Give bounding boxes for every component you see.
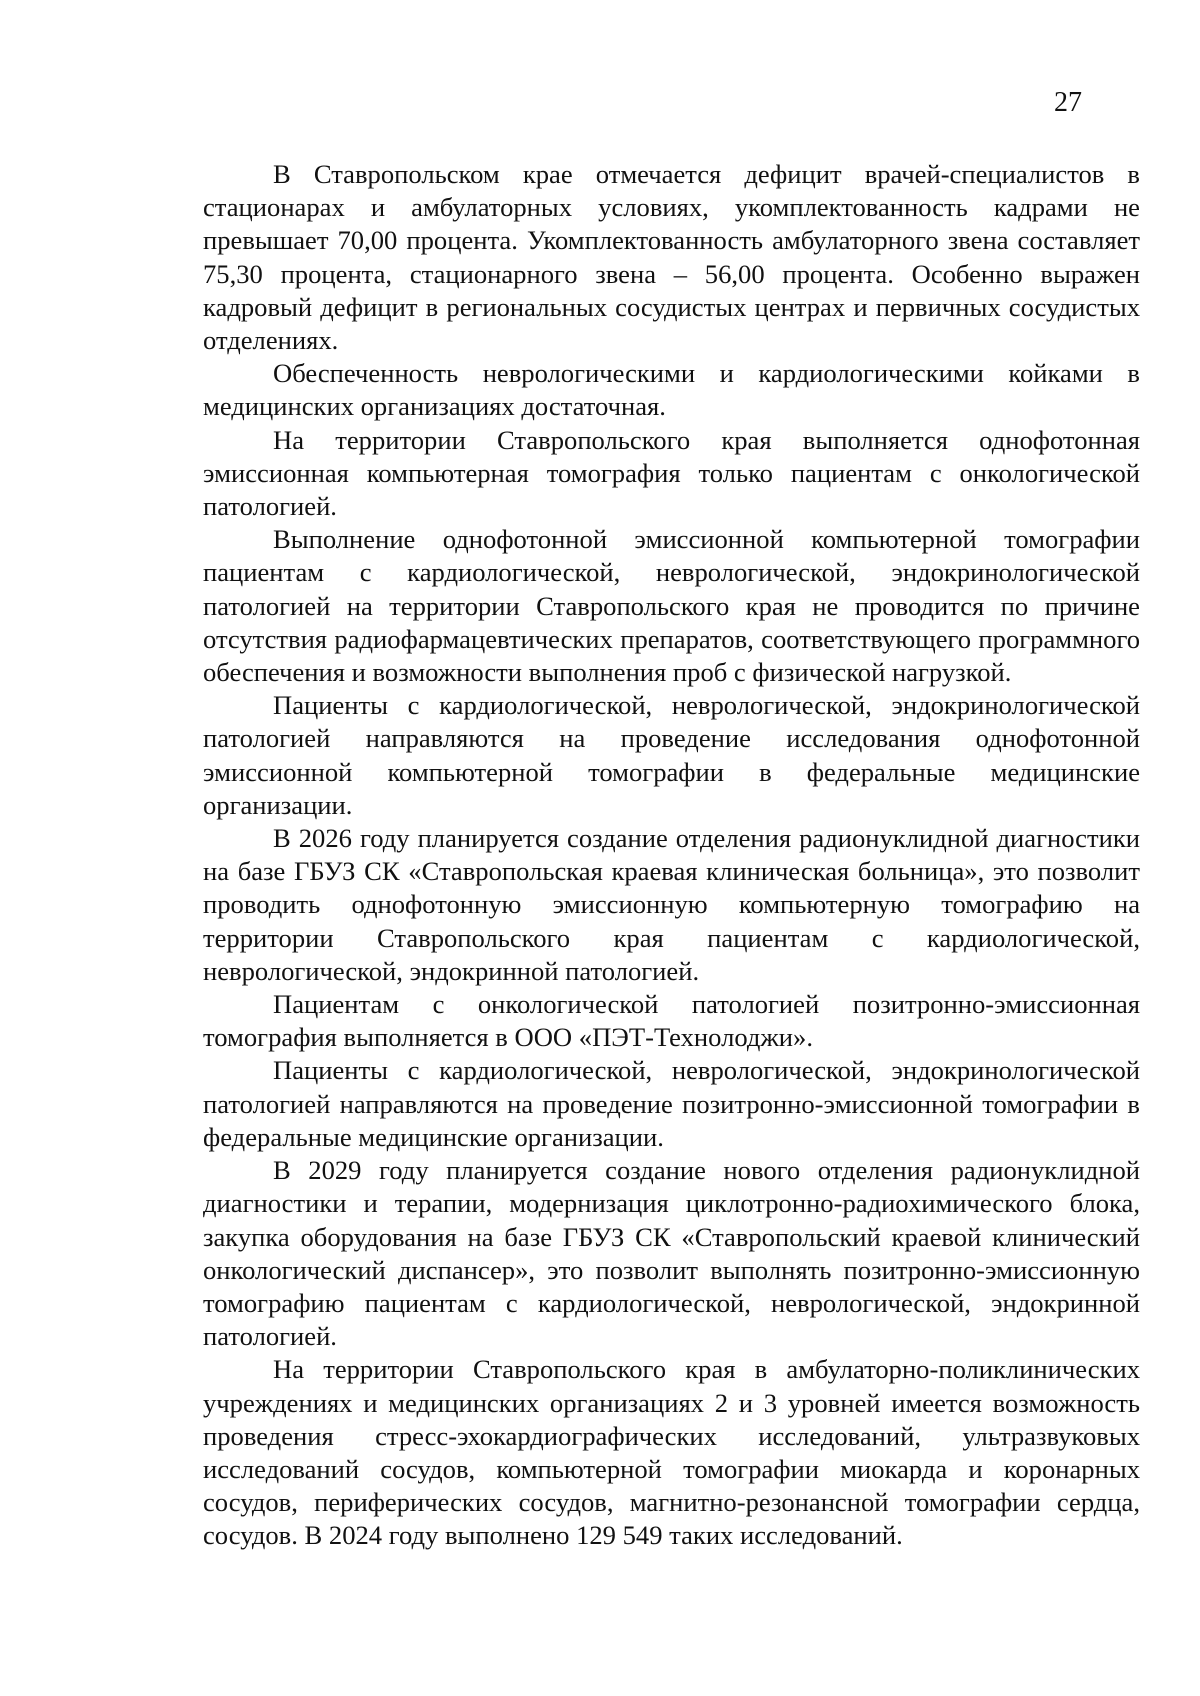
paragraph: Пациентам с онкологической патологией позитронно-эмиссионная томография выполняется в ООО «ПЭТ-Технолоджи». (203, 989, 1140, 1053)
paragraph: В 2026 году планируется создание отделения радионуклидной диагностики на базе ГБУЗ СК «Ставропольская краевая клиническая больница», это позволит проводить однофотонную эмиссионную компьютерную томографию на территории Ставропольского края пациентам с кардиологической, неврологической, эндокринной патологией. (203, 823, 1140, 986)
body-text (203, 158, 1140, 1553)
paragraph: На территории Ставропольского края в амбулаторно-поликлинических учреждениях и медицинских организациях 2 и 3 уровней имеется возможность проведения стресс-эхокардиографических исследований, ультразвуковых исследований сосудов, компьютерной томографии миокарда и коронарных сосудов, периферических сосудов, магнитно-резонансной томографии сердца, сосудов. В 2024 году выполнено 129 549 таких исследований. (203, 1354, 1140, 1551)
paragraph: Пациенты с кардиологической, неврологической, эндокринологической патологией направляются на проведение исследования однофотонной эмиссионной компьютерной томографии в федеральные медицинские организации. (203, 690, 1140, 820)
paragraph: В Ставропольском крае отмечается дефицит врачей-специалистов в стационарах и амбулаторных условиях, укомплектованность кадрами не превышает 70,00 процента. Укомплектованность амбулаторного звена составляет 75,30 процента, стационарного звена – 56,00 процента. Особенно выражен кадровый дефицит в региональных сосудистых центрах и первичных сосудистых отделениях. (203, 159, 1140, 356)
paragraph: Выполнение однофотонной эмиссионной компьютерной томографии пациентам с кардиологической, неврологической, эндокринологической патологией на территории Ставропольского края не проводится по причине отсутствия радиофармацевтических препаратов, соответствующего программного обеспечения и возможности выполнения проб с физической нагрузкой. (203, 524, 1140, 688)
paragraph: Обеспеченность неврологическими и кардиологическими койками в медицинских организациях достаточная. (203, 358, 1140, 422)
page-number: 27 (1054, 87, 1082, 118)
paragraph: На территории Ставропольского края выполняется однофотонная эмиссионная компьютерная томография только пациентам с онкологической патологией. (203, 424, 1140, 522)
paragraph: Пациенты с кардиологической, неврологической, эндокринологической патологией направляются на проведение позитронно-эмиссионной томографии в федеральные медицинские организации. (203, 1055, 1140, 1152)
paragraph: В 2029 году планируется создание нового отделения радионуклидной диагностики и терапии, модернизация циклотронно-радиохимического блока, закупка оборудования на базе ГБУЗ СК «Ставропольский краевой клинический онкологический диспансер», это позволит выполнять позитронно-эмиссионную томографию пациентам с кардиологической, неврологической, эндокринной патологией. (203, 1155, 1140, 1352)
